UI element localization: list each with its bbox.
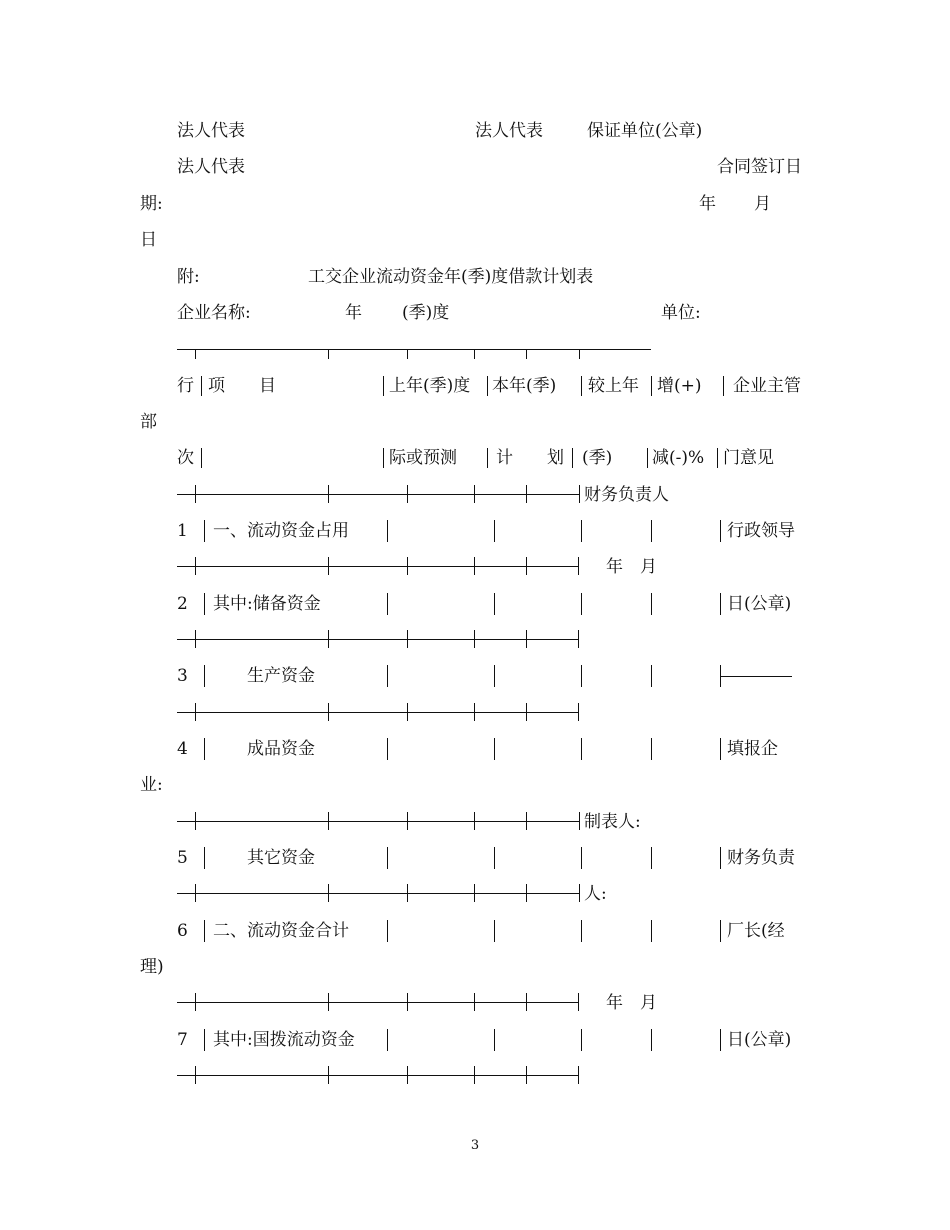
legal-rep-label-2: 法人代表: [475, 121, 543, 141]
row-no: 7: [177, 1030, 188, 1050]
header-divider: [723, 376, 724, 396]
table-cross: [579, 812, 580, 830]
table-cross: [526, 630, 527, 648]
signing-date-label: 合同签订日: [717, 157, 802, 177]
side-fill-company-cont: 业:: [140, 775, 163, 795]
table-cross: [578, 703, 579, 721]
row-no: 3: [177, 666, 188, 686]
header-divider: [383, 376, 384, 396]
header-quarter: (季): [582, 448, 613, 468]
row-divider: [720, 593, 721, 615]
company-name-label: 企业名称:: [177, 303, 251, 323]
row-divider: [494, 520, 495, 542]
table-cross: [526, 993, 527, 1011]
table-cross: [328, 557, 329, 575]
table-cross: [526, 703, 527, 721]
table-cross: [474, 1066, 475, 1084]
table-cross: [474, 557, 475, 575]
table-cross: [407, 703, 408, 721]
table-separator: [177, 712, 579, 713]
table-cross: [195, 557, 196, 575]
row-item: 其中:国拨流动资金: [213, 1030, 355, 1050]
table-cross: [195, 993, 196, 1011]
side-preparer: 制表人:: [584, 812, 641, 832]
table-cross: [328, 630, 329, 648]
row-divider: [494, 738, 495, 760]
header-vs-prev: 较上年: [588, 376, 639, 396]
row-divider: [387, 1029, 388, 1051]
appendix-year: 年: [345, 303, 362, 323]
row-divider: [651, 1029, 652, 1051]
header-item: 项 目: [208, 376, 276, 396]
date-month: 月: [754, 194, 771, 214]
appendix-label: 附:: [177, 267, 200, 287]
row-divider: [204, 665, 205, 687]
header-increase: 增(+): [657, 376, 702, 396]
table-cross: [195, 812, 196, 830]
header-wrap: 部: [140, 412, 157, 432]
table-tick: [328, 349, 329, 359]
row-divider: [651, 920, 652, 942]
row-divider: [651, 520, 652, 542]
table-separator: [177, 566, 579, 567]
row-divider: [494, 1029, 495, 1051]
table-cross: [578, 993, 579, 1011]
table-cross: [474, 485, 475, 503]
table-separator: [177, 494, 579, 495]
table-cross: [328, 812, 329, 830]
header-this-year: 本年(季): [492, 376, 557, 396]
table-cross: [474, 884, 475, 902]
side-factory-director: 厂长(经: [727, 921, 785, 941]
row-divider: [720, 920, 721, 942]
header-dept-opinion-2: 门意见: [723, 448, 774, 468]
table-cross: [526, 1066, 527, 1084]
legal-rep-label-1: 法人代表: [177, 121, 245, 141]
row-divider: [651, 847, 652, 869]
header-decrease: 减(-)%: [652, 448, 705, 468]
row-divider: [204, 520, 205, 542]
row-divider: [581, 847, 582, 869]
side-rule: [720, 676, 792, 677]
table-cross: [328, 703, 329, 721]
table-cross: [526, 557, 527, 575]
page-number: 3: [470, 1138, 480, 1153]
row-divider: [204, 1029, 205, 1051]
row-divider: [387, 920, 388, 942]
row-divider: [494, 665, 495, 687]
row-divider: [651, 593, 652, 615]
table-cross: [526, 812, 527, 830]
row-divider: [651, 665, 652, 687]
side-finance-head-2: 财务负责: [727, 848, 795, 868]
table-cross: [328, 485, 329, 503]
row-divider: [204, 738, 205, 760]
table-cross: [195, 485, 196, 503]
appendix-quarter: (季)度: [402, 303, 450, 323]
row-no: 2: [177, 594, 188, 614]
row-divider: [387, 520, 388, 542]
row-divider: [387, 593, 388, 615]
legal-rep-label-3: 法人代表: [177, 157, 245, 177]
row-item: 一、流动资金占用: [213, 521, 349, 541]
header-divider: [383, 448, 384, 468]
guarantor-seal-label: 保证单位(公章): [587, 121, 703, 141]
table-cross: [578, 630, 579, 648]
header-divider: [487, 448, 488, 468]
row-no: 5: [177, 848, 188, 868]
table-cross: [195, 884, 196, 902]
table-cross: [407, 557, 408, 575]
row-divider: [720, 847, 721, 869]
table-cross: [474, 993, 475, 1011]
table-cross: [328, 1066, 329, 1084]
row-item: 生产资金: [213, 666, 315, 686]
header-row-no-2: 次: [177, 448, 194, 468]
table-cross: [579, 485, 580, 503]
table-tick: [579, 349, 580, 359]
row-divider: [581, 920, 582, 942]
table-cross: [195, 1066, 196, 1084]
header-divider: [201, 376, 202, 396]
header-dept-opinion: 企业主管: [733, 376, 801, 396]
side-day-seal-2: 日(公章): [727, 1030, 792, 1050]
header-divider: [717, 448, 718, 468]
table-separator: [177, 639, 579, 640]
row-divider: [581, 1029, 582, 1051]
row-divider: [720, 520, 721, 542]
table-separator: [177, 821, 579, 822]
row-divider: [581, 520, 582, 542]
row-item: 其中:储备资金: [213, 594, 321, 614]
table-cross: [407, 812, 408, 830]
side-factory-director-cont: 理): [140, 957, 164, 977]
date-year: 年: [699, 194, 716, 214]
table-cross: [407, 630, 408, 648]
side-fill-company: 填报企: [727, 739, 778, 759]
table-cross: [474, 630, 475, 648]
table-separator: [177, 893, 579, 894]
row-no: 1: [177, 521, 188, 541]
table-cross: [328, 884, 329, 902]
table-bottom-rule: [177, 1075, 579, 1076]
date-day: 日: [140, 230, 157, 250]
table-cross: [526, 884, 527, 902]
table-separator: [177, 1002, 579, 1003]
table-tick: [474, 349, 475, 359]
row-divider: [204, 847, 205, 869]
table-cross: [474, 812, 475, 830]
row-divider: [387, 738, 388, 760]
row-divider: [204, 920, 205, 942]
header-divider: [487, 376, 488, 396]
header-actual-forecast: 际或预测: [389, 448, 457, 468]
row-divider: [387, 847, 388, 869]
unit-label: 单位:: [661, 303, 701, 323]
row-divider: [387, 665, 388, 687]
table-cross: [328, 993, 329, 1011]
table-cross: [195, 703, 196, 721]
row-divider: [494, 847, 495, 869]
table-cross: [526, 485, 527, 503]
table-cross: [578, 557, 579, 575]
row-no: 6: [177, 921, 188, 941]
row-divider: [494, 920, 495, 942]
table-tick: [526, 349, 527, 359]
header-plan: 计 划: [496, 448, 564, 468]
table-cross: [407, 485, 408, 503]
row-no: 4: [177, 739, 188, 759]
row-item: 成品资金: [213, 739, 315, 759]
side-year-month-2: 年 月: [606, 993, 657, 1013]
side-day-seal: 日(公章): [727, 594, 792, 614]
table-cross: [407, 884, 408, 902]
table-tick: [195, 349, 196, 359]
table-cross: [578, 1066, 579, 1084]
row-item: 二、流动资金合计: [213, 921, 349, 941]
row-divider: [581, 738, 582, 760]
table-cross: [579, 884, 580, 902]
row-divider: [581, 593, 582, 615]
appendix-title: 工交企业流动资金年(季)度借款计划表: [308, 267, 594, 287]
side-year-month: 年 月: [606, 557, 657, 577]
header-divider: [581, 376, 582, 396]
header-divider: [651, 376, 652, 396]
header-divider: [572, 448, 573, 468]
table-tick: [407, 349, 408, 359]
header-prev-year: 上年(季)度: [389, 376, 471, 396]
header-divider: [201, 448, 202, 468]
row-divider: [651, 738, 652, 760]
table-cross: [407, 1066, 408, 1084]
side-finance-head: 财务负责人: [584, 485, 669, 505]
side-admin-leader: 行政领导: [727, 521, 795, 541]
header-row-no: 行: [177, 376, 194, 396]
signing-date-label-cont: 期:: [140, 194, 163, 214]
row-divider: [581, 665, 582, 687]
table-cross: [474, 703, 475, 721]
header-divider: [647, 448, 648, 468]
row-divider: [720, 738, 721, 760]
table-cross: [407, 993, 408, 1011]
row-divider: [494, 593, 495, 615]
row-item: 其它资金: [213, 848, 315, 868]
table-cross: [195, 630, 196, 648]
row-divider: [204, 593, 205, 615]
row-divider: [720, 1029, 721, 1051]
side-finance-head-2-cont: 人:: [584, 884, 607, 904]
